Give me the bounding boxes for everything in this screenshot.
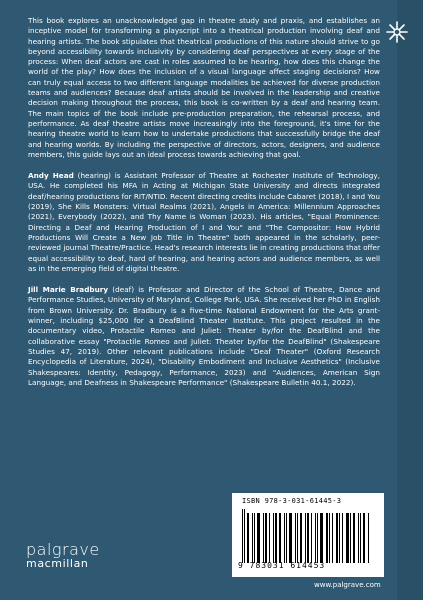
publisher-imprint: macmillan	[26, 557, 89, 570]
barcode-bar	[279, 513, 281, 563]
barcode-bar	[295, 513, 296, 563]
barcode-bar	[363, 513, 365, 563]
barcode-bar	[275, 513, 277, 563]
barcode-bar	[265, 513, 267, 563]
barcode-bar	[326, 513, 328, 563]
palgrave-emblem-icon	[385, 20, 409, 48]
barcode-bar	[358, 513, 359, 563]
barcode-bar	[332, 513, 333, 563]
barcode-bar	[329, 513, 330, 563]
author-name: Jill Marie Bradbury	[28, 285, 109, 295]
barcode-bar	[273, 513, 274, 563]
barcode-bar	[254, 513, 255, 563]
author-bio-2	[28, 285, 380, 388]
author-bio-text: (deaf) is Professor and Director of the School of Theatre, Dance and Performance Studies, University of Maryland, College Park, USA. She received her PhD in English from Brown University. Dr. Bradbury is a five-time National Endowment for the Arts grant-winner, including $25,000 for a DeafBlind Theater Institute. This project resulted in the documentary video, Protactile Romeo and Juliet: Theater by/for the DeafBlind and the collaborative essay "Protactile Romeo and Juliet: Theater by/for the DeafBlind" (Shakespeare Studies 47, 2019). Other relevant publications include "Deaf Theater" (Oxford Research Encyclopedia of Literature, 2024), "Disability Embodiment and Inclusive Aesthetics" (Inclusive Shakespeares: Identity, Pedagogy, Performance, 2023) and "Audiences, American Sign Language, and Deafness in Shakespeare Performance" (Shakespeare Bulletin 40.1, 2022).	[28, 285, 380, 387]
author-bio-text: (hearing) is Assistant Professor of Theatre at Rochester Institute of Technology, USA. He completed his MFA in Acting at Michigan State University and directs integrated deaf/hearing productions for RIT/NTID. Recent directing credits include Cabaret (2018), I and You (2019), She Kills Monsters: Virtual Realms (2021), Angels in America: Millennium Approaches (2021), Everybody (2022), and Thy Name is Woman (2023). His articles, "Equal Prominence: Directing a Deaf and Hearing Production of I and You" and "The Compositor: How Hybrid Productions Will Create a New Job Title in Theatre" both appeared in the scholarly, peer-reviewed journal Theatre/Practice. Head's research interests lie in creating productions that offer equal accessibility to deaf, hard of hearing, and hearing actors and audience members, as well as in the emerging field of digital theatre.	[28, 171, 381, 273]
barcode-bar	[350, 513, 351, 563]
barcode-bar	[284, 513, 285, 563]
author-name: Andy Head	[28, 171, 74, 181]
barcode-bar	[305, 513, 306, 563]
barcode-bar	[247, 513, 249, 563]
barcode-bar	[244, 509, 245, 563]
spine-strip	[397, 0, 423, 600]
barcode-bar	[297, 513, 298, 563]
publisher-url: www.palgrave.com	[314, 581, 381, 589]
barcode-bar	[242, 509, 243, 563]
barcode-bar	[342, 513, 343, 563]
isbn-barcode	[232, 493, 384, 577]
barcode-bar	[286, 513, 287, 563]
barcode-bar	[336, 513, 338, 563]
barcode-digits: 9 783031 614453	[238, 561, 326, 570]
barcode-bar	[300, 513, 302, 563]
barcode-bar	[269, 513, 270, 563]
barcode-bar	[252, 513, 253, 563]
author-bio-1	[28, 171, 380, 274]
barcode-bar	[263, 513, 264, 563]
barcode-bar	[339, 513, 340, 563]
barcode-bar	[311, 513, 312, 563]
barcode-bar	[360, 513, 361, 563]
barcode-bars	[242, 509, 378, 563]
barcode-bar	[346, 513, 349, 563]
publisher-name: palgrave	[26, 540, 100, 559]
publisher-logo	[26, 540, 116, 570]
barcode-bar	[315, 513, 316, 563]
barcode-bar	[353, 513, 355, 563]
barcode-bar	[307, 513, 309, 563]
barcode-bar	[257, 513, 260, 563]
barcode-bar	[317, 513, 318, 563]
barcode-bar	[368, 513, 369, 563]
barcode-bar	[320, 513, 323, 563]
book-description: This book explores an unacknowledged gap in theatre study and praxis, and establishes an inceptive model for transforming a playscript into a theatrical production involving deaf and hearing artists. The book stipulates that theatrical productions of this nature should strive to go beyond accessibility towards inclusivity by considering deaf perspectives at every stage of the process: When deaf actors are cast in roles assumed to be hearing, how does this change the world of the play? How does the inclusion of a visual language affect staging decisions? How can truly equal access to two different language modalities be achieved for diverse production teams and audiences? Because deaf artists should be involved in the leadership and creative decision making throughout the process, this book is co-written by a deaf and hearing team. The main topics of the book include pre-production preparation, the rehearsal process, and performance. As deaf theatre artists move increasingly into the foreground, it's time for the hearing theatre world to learn how to undertake productions that successfully bridge the deaf and hearing worlds. By including the perspective of directors, actors, designers, and audience members, this guide lays out an ideal process towards achieving that goal.	[28, 16, 380, 159]
barcode-bar	[289, 513, 292, 563]
isbn-label: ISBN 978-3-031-61445-3	[242, 497, 342, 505]
back-cover-text	[28, 16, 380, 399]
